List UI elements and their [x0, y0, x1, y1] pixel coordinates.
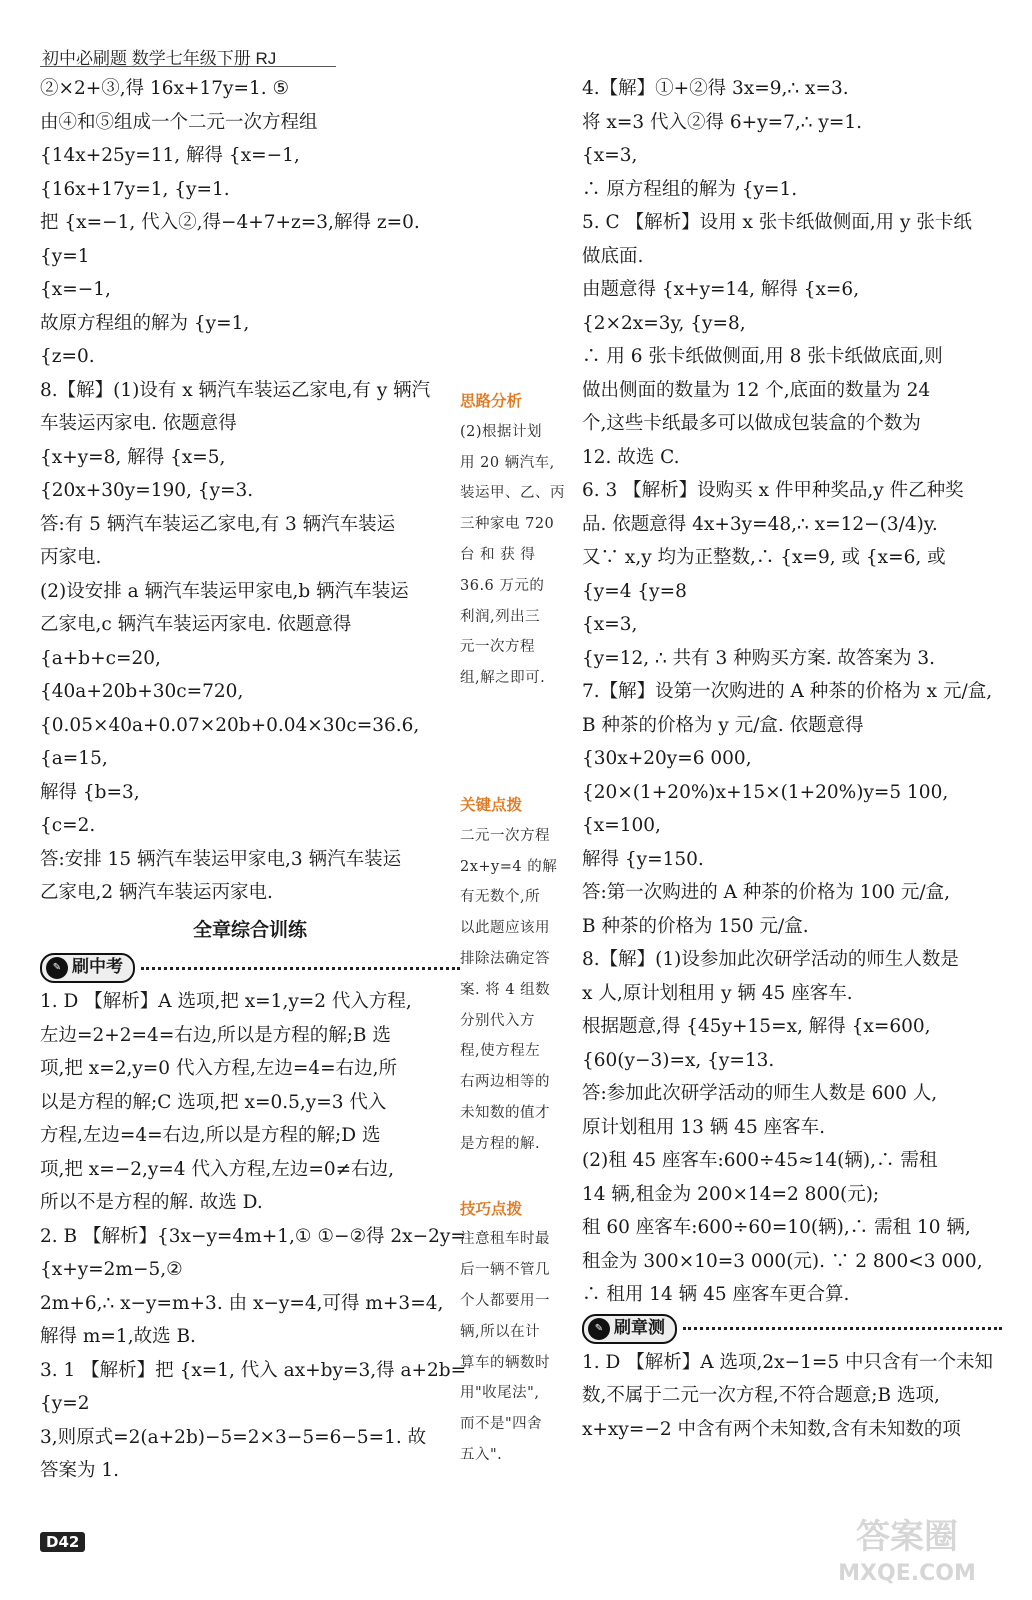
side-note-line: 程,使方程左 [460, 1043, 541, 1060]
side-note-line: 组,解之即可. [460, 670, 546, 687]
text-line: B 种茶的价格为 150 元/盒. [582, 915, 809, 937]
side-note-line: 辆,所以在计 [460, 1323, 541, 1340]
text-line: {0.05×40a+0.07×20b+0.04×30c=36.6, [40, 714, 420, 736]
text-line: 又∵ x,y 均为正整数,∴ {x=9, 或 {x=6, 或 [582, 547, 946, 568]
text-line: 根据题意,得 {45y+15=x, 解得 {x=600, [582, 1016, 931, 1037]
page-number: D42 [40, 1532, 85, 1552]
side-note-line: 是方程的解. [460, 1135, 541, 1152]
text-line: 答:有 5 辆汽车装运乙家电,有 3 辆汽车装运 [40, 513, 396, 535]
text-line: {14x+25y=11, 解得 {x=−1, [40, 145, 300, 166]
section-zhongkao-bar [40, 951, 460, 985]
text-line: 2m+6,∴ x−y=m+3. 由 x−y=4,可得 m+3=4, [40, 1292, 444, 1314]
side-note-line: 装运甲、乙、丙 [460, 485, 565, 502]
text-line: {x=3, [582, 614, 638, 635]
text-line: {y=4 {y=8 [582, 580, 687, 602]
side-note-line: 用 20 辆汽车, [460, 454, 555, 471]
text-line: 7.【解】设第一次购进的 A 种茶的价格为 x 元/盒, [582, 681, 993, 702]
text-line: 品. 依题意得 4x+3y=48,∴ x=12−(3/4)y. [582, 513, 938, 535]
text-line: {x+y=8, 解得 {x=5, [40, 446, 226, 468]
section-zhongkao-badge [40, 953, 135, 983]
text-line: 1. D 【解析】A 选项,把 x=1,y=2 代入方程, [40, 991, 412, 1012]
left-column [40, 72, 467, 1488]
text-line: 车装运丙家电. 依题意得 [40, 413, 237, 434]
side-note-line: 三种家电 720 [460, 516, 555, 533]
text-line: 2. B 【解析】{3x−y=4m+1,① ①−②得 2x−2y= [40, 1225, 466, 1247]
text-line: {16x+17y=1, {y=1. [40, 178, 230, 200]
book-icon: ✎ [588, 1318, 610, 1340]
side-note-line: 排除法确定答 [460, 950, 550, 967]
side-note-line: 未知数的值才 [460, 1104, 550, 1121]
side-note-line: 算车的辆数时 [460, 1354, 550, 1371]
side-note-line: 个人都要用一 [460, 1292, 550, 1309]
side-note-line: 2x+y=4 的解 [460, 858, 558, 875]
watermark-logo [812, 1508, 1002, 1588]
text-line: {x=100, [582, 815, 661, 836]
text-line: 把 {x=−1, 代入②,得−4+7+z=3,解得 z=0. [40, 212, 420, 233]
text-line: 由题意得 {x+y=14, 解得 {x=6, [582, 279, 860, 300]
dotted-rule [141, 967, 460, 970]
text-line: 租 60 座客车:600÷60=10(辆),∴ 需租 10 辆, [582, 1217, 971, 1238]
side-note [460, 386, 574, 694]
text-line: 做底面. [582, 245, 644, 267]
side-notes [460, 380, 574, 1505]
text-line: {30x+20y=6 000, [582, 748, 752, 769]
text-line: 12. 故选 C. [582, 446, 680, 468]
text-line: ∴ 租用 14 辆 45 座客车更合算. [582, 1284, 850, 1305]
side-note-title: 技巧点拨 [460, 1198, 523, 1218]
text-line: 解得 {y=150. [582, 848, 704, 870]
text-line: 左边=2+2=4=右边,所以是方程的解;B 选 [40, 1024, 391, 1046]
text-line: 项,把 x=−2,y=4 代入方程,左边=0≠右边, [40, 1158, 394, 1180]
text-line: 将 x=3 代入②得 6+y=7,∴ y=1. [582, 111, 862, 133]
side-note-line: 有无数个,所 [460, 889, 541, 906]
watermark-text: MXQE.COM [838, 1561, 976, 1586]
text-line: {2×2x=3y, {y=8, [582, 312, 746, 334]
side-note-line: 而不是"四舍 [460, 1416, 543, 1433]
text-line: 数,不属于二元一次方程,不符合题意;B 选项, [582, 1385, 940, 1406]
header-rule [40, 66, 336, 67]
text-line: (2)设安排 a 辆汽车装运甲家电,b 辆汽车装运 [40, 580, 409, 602]
text-line: B 种茶的价格为 y 元/盒. 依题意得 [582, 714, 864, 736]
text-line: 1. D 【解析】A 选项,2x−1=5 中只含有一个未知 [582, 1351, 993, 1373]
side-note-line: 案. 将 4 组数 [460, 981, 551, 998]
text-line: 项,把 x=2,y=0 代入方程,左边=4=右边,所 [40, 1058, 397, 1079]
text-line: 所以不是方程的解. 故选 D. [40, 1192, 263, 1213]
side-note-line: 二元一次方程 [460, 827, 550, 844]
section-zhangce-badge [582, 1314, 677, 1344]
side-note [460, 790, 574, 1160]
text-line: ∴ 用 6 张卡纸做侧面,用 8 张卡纸做底面,则 [582, 346, 943, 367]
page-header: 初中必刷题 数学七年级下册 RJ [42, 49, 277, 68]
side-note-line: 注意租车时最 [460, 1231, 550, 1248]
text-line: {y=1 [40, 245, 90, 267]
side-note-line: 台 和 获 得 [460, 546, 536, 563]
text-line: 8.【解】(1)设有 x 辆汽车装运乙家电,有 y 辆汽 [40, 379, 431, 401]
side-note-title: 关键点拨 [460, 794, 523, 814]
text-line: 14 辆,租金为 200×14=2 800(元); [582, 1183, 880, 1205]
side-note-line: 利润,列出三 [460, 608, 541, 625]
text-line: 原计划租用 13 辆 45 座客车. [582, 1116, 825, 1138]
text-line: {a+b+c=20, [40, 647, 161, 669]
side-note-line: 五入". [460, 1446, 503, 1463]
text-line: 4.【解】①+②得 3x=9,∴ x=3. [582, 78, 849, 99]
side-note-line: 分别代入方 [460, 1012, 535, 1029]
text-line: 方程,左边=4=右边,所以是方程的解;D 选 [40, 1125, 381, 1146]
text-line: 答:参加此次研学活动的师生人数是 600 人, [582, 1083, 938, 1104]
text-line: 故原方程组的解为 {y=1, [40, 312, 250, 334]
text-line: 答:安排 15 辆汽车装运甲家电,3 辆汽车装运 [40, 848, 402, 870]
text-line: {40a+20b+30c=720, [40, 681, 244, 702]
text-line: 丙家电. [40, 547, 102, 568]
text-line: 以是方程的解;C 选项,把 x=0.5,y=3 代入 [40, 1091, 387, 1113]
section-zhongkao-label: 刷中考 [72, 957, 123, 978]
text-line: x+xy=−2 中含有两个未知数,含有未知数的项 [582, 1418, 961, 1440]
text-line: 3. 1 【解析】把 {x=1, 代入 ax+by=3,得 a+2b= [40, 1359, 467, 1381]
text-line: ②×2+③,得 16x+17y=1. ⑤ [40, 78, 290, 99]
text-line: {20x+30y=190, {y=3. [40, 480, 254, 501]
chapter-title: 全章综合训练 [192, 918, 307, 941]
text-line: 做出侧面的数量为 12 个,底面的数量为 24 [582, 379, 931, 401]
text-line: 解得 m=1,故选 B. [40, 1326, 196, 1347]
text-line: {20×(1+20%)x+15×(1+20%)y=5 100, [582, 781, 949, 803]
section-zhangce-label: 刷章测 [614, 1317, 665, 1338]
text-line: 答:第一次购进的 A 种茶的价格为 100 元/盒, [582, 882, 951, 903]
side-note-line: 用"收尾法", [460, 1385, 540, 1402]
text-line: {60(y−3)=x, {y=13. [582, 1049, 775, 1071]
side-note [460, 1194, 574, 1471]
side-note-line: (2)根据计划 [460, 423, 543, 440]
svg-text:答案圈: 答案圈 [856, 1517, 958, 1557]
book-icon: ✎ [46, 957, 68, 979]
text-line: 由④和⑤组成一个二元一次方程组 [40, 111, 318, 133]
dotted-rule [683, 1327, 1002, 1330]
side-note-line: 右两边相等的 [460, 1074, 550, 1091]
text-line: {x+y=2m−5,② [40, 1259, 183, 1280]
section-zhangce-bar [582, 1312, 1002, 1346]
text-line: {y=2 [40, 1393, 90, 1414]
text-line: {x=3, [582, 145, 638, 166]
right-column [582, 72, 1002, 1446]
text-line: 个,这些卡纸最多可以做成包装盒的个数为 [582, 413, 921, 434]
side-note-line: 以此题应该用 [460, 920, 550, 937]
text-line: 乙家电,c 辆汽车装运丙家电. 依题意得 [40, 614, 352, 635]
text-line: 乙家电,2 辆汽车装运丙家电. [40, 882, 273, 903]
text-line: 3,则原式=2(a+2b)−5=2×3−5=6−5=1. 故 [40, 1426, 427, 1448]
text-line: (2)租 45 座客车:600÷45≈14(辆),∴ 需租 [582, 1150, 938, 1171]
side-note-line: 36.6 万元的 [460, 577, 545, 594]
text-line: 8.【解】(1)设参加此次研学活动的师生人数是 [582, 949, 959, 970]
text-line: {a=15, [40, 748, 108, 769]
text-line: 答案为 1. [40, 1460, 120, 1481]
text-line: ∴ 原方程组的解为 {y=1. [582, 178, 798, 200]
text-line: {x=−1, [40, 279, 111, 300]
text-line: {y=12, ∴ 共有 3 种购买方案. 故答案为 3. [582, 647, 936, 669]
side-note-title: 思路分析 [460, 391, 523, 410]
text-line: x 人,原计划租用 y 辆 45 座客车. [582, 982, 853, 1004]
text-line: 租金为 300×10=3 000(元). ∵ 2 800<3 000, [582, 1250, 983, 1272]
side-note-line: 后一辆不管几 [460, 1262, 550, 1279]
text-line: {z=0. [40, 346, 95, 367]
text-line: 解得 {b=3, [40, 781, 140, 803]
text-line: {c=2. [40, 815, 96, 836]
text-line: 5. C 【解析】设用 x 张卡纸做侧面,用 y 张卡纸 [582, 212, 972, 233]
text-line: 6. 3 【解析】设购买 x 件甲种奖品,y 件乙种奖 [582, 480, 964, 501]
side-note-line: 元一次方程 [460, 639, 535, 656]
